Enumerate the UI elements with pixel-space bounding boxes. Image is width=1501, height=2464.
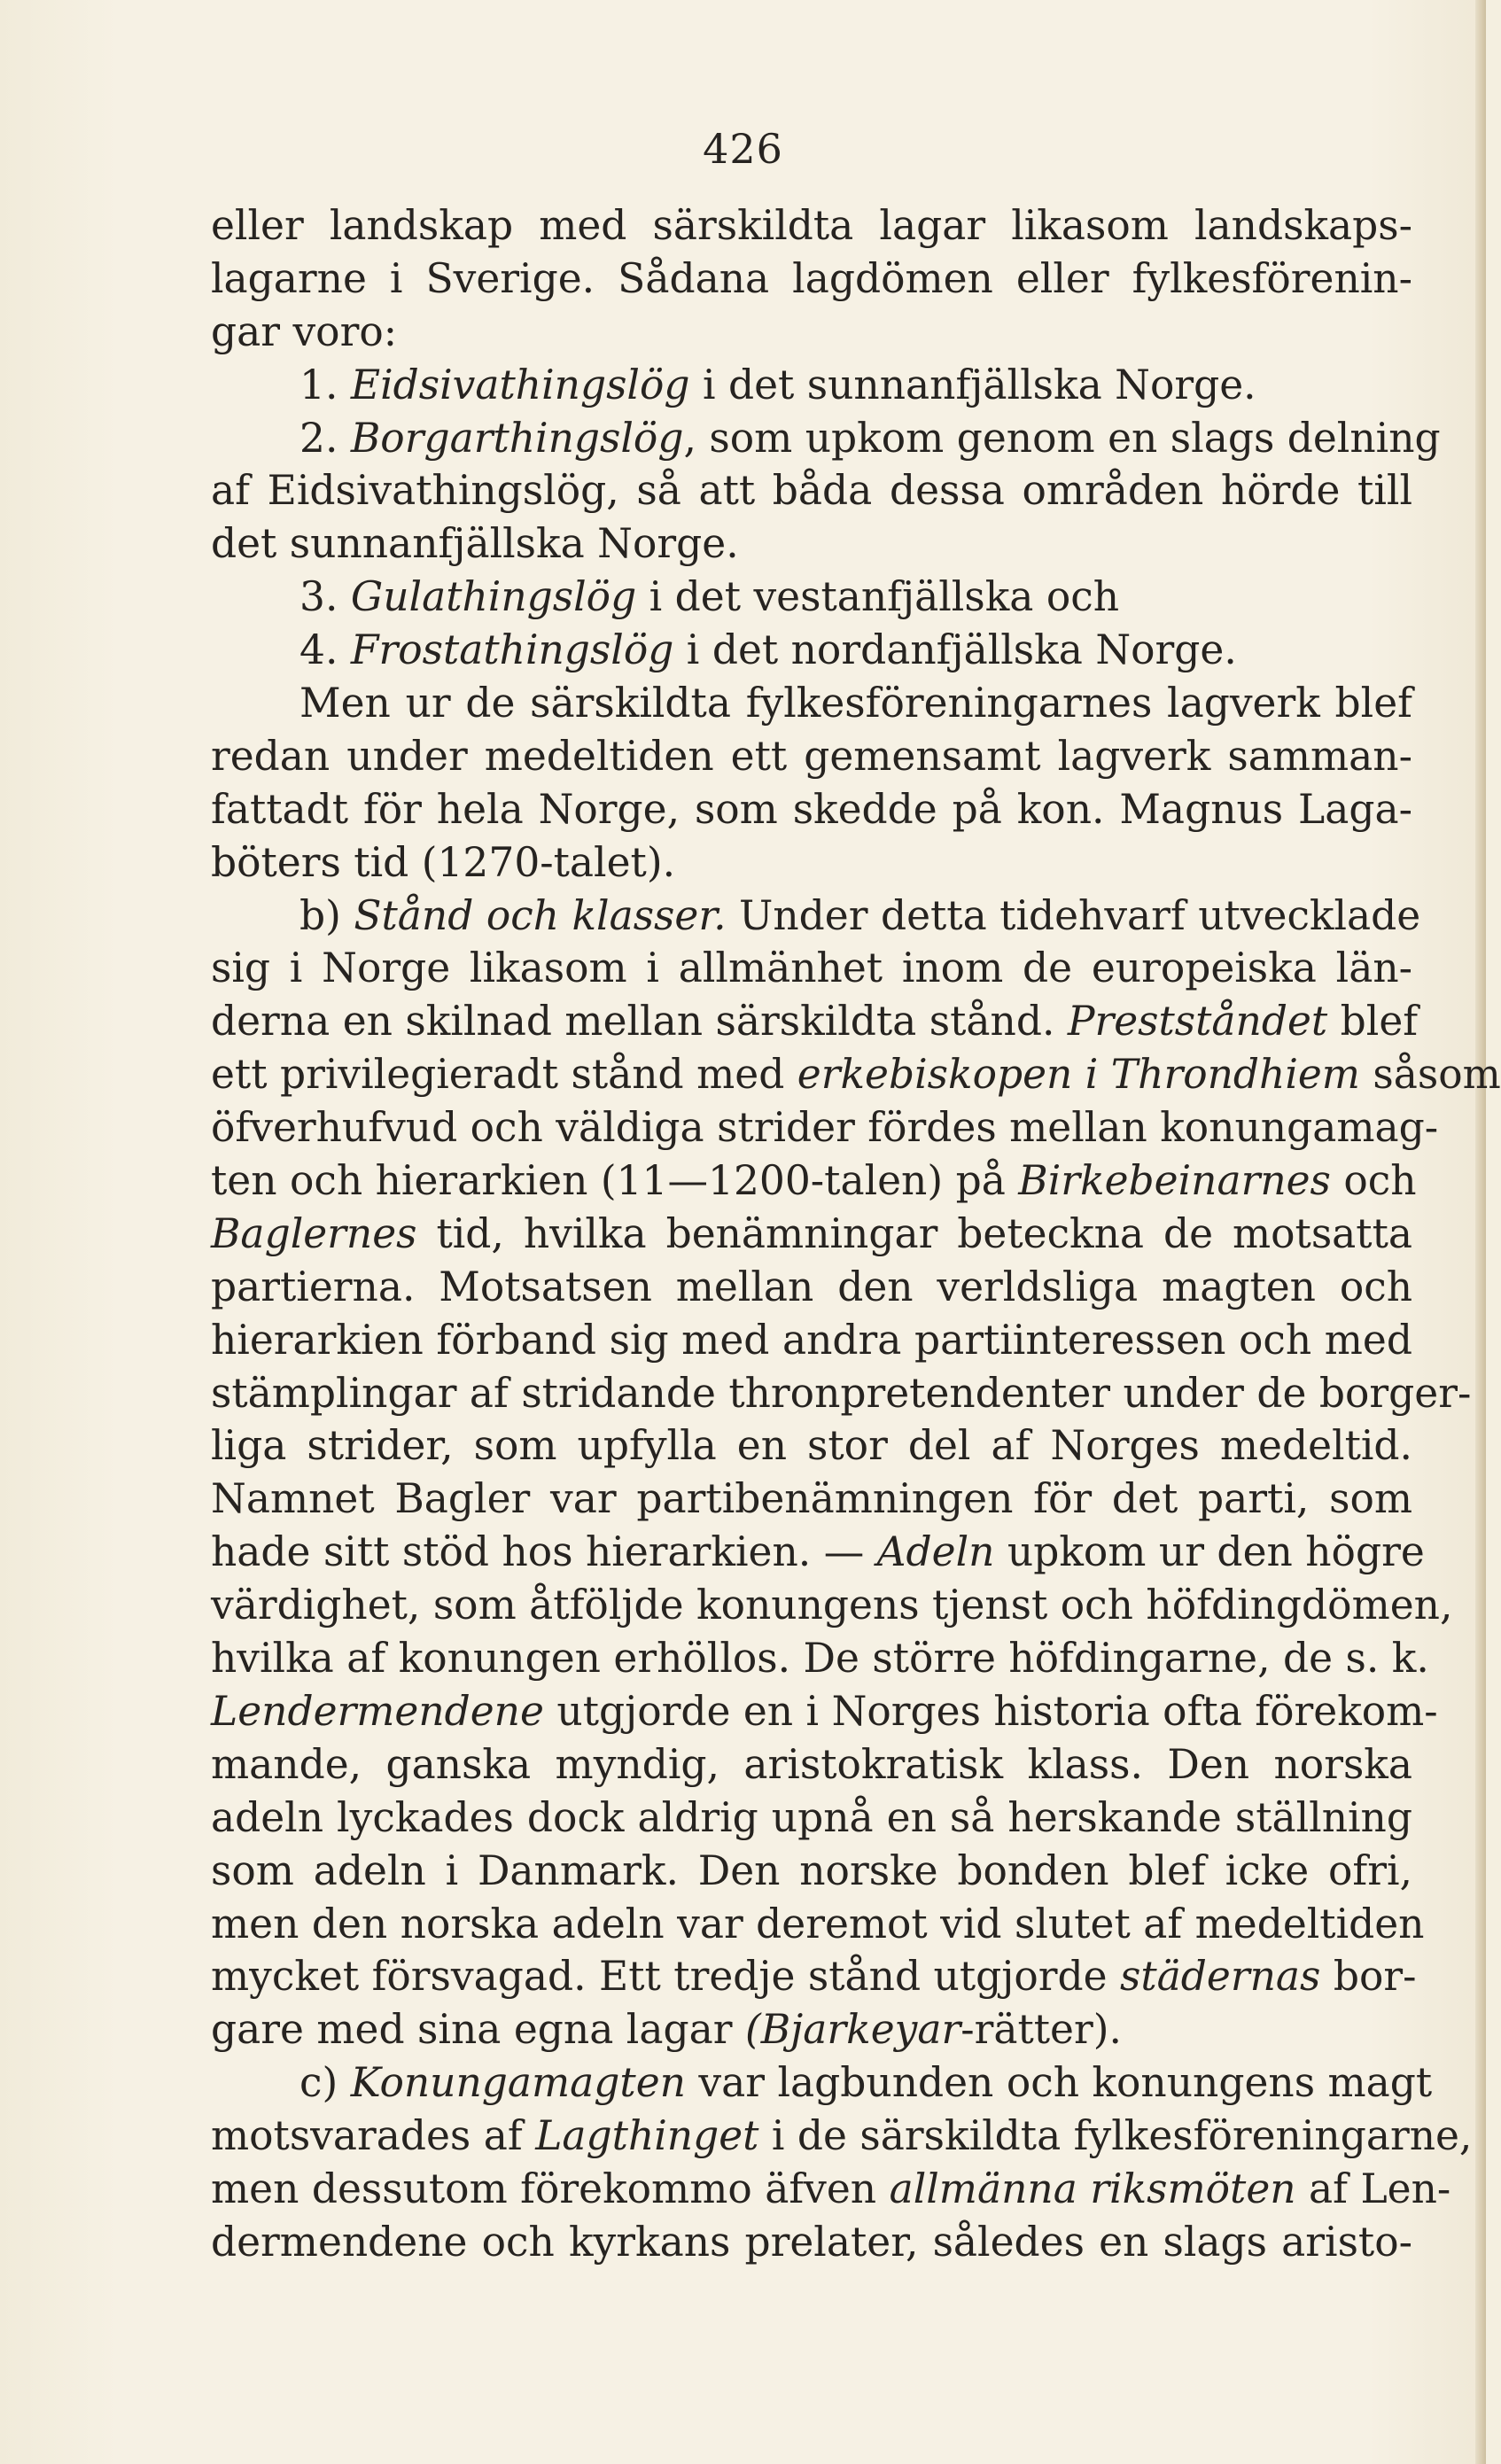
text-segment: i det nordanfjällska Norge. (673, 626, 1237, 674)
text-line (211, 1208, 1412, 1261)
text-segment: utgjorde en i Norges historia ofta förekom- (543, 1687, 1438, 1735)
text-segment: adeln lyckades dock aldrig upnå en så herskande ställning (211, 1793, 1412, 1841)
italic-text: Adeln (876, 1528, 995, 1576)
text-segment: gar voro: (211, 307, 398, 355)
text-line (211, 1473, 1412, 1526)
text-line (211, 1314, 1412, 1367)
italic-text: erkebiskopen i Throndhiem (797, 1051, 1360, 1099)
text-line (211, 1950, 1417, 2003)
text-line (211, 571, 1412, 624)
text-line (211, 2110, 1473, 2163)
text-segment: eller landskap med särskildta lagar likasom landskaps- (211, 202, 1412, 249)
text-segment: i det vestanfjällska och (636, 573, 1120, 621)
text-segment: böters tid (1270-talet). (211, 838, 676, 886)
text-segment: stämplingar af stridande thronpretendenter under de borger- (211, 1369, 1472, 1417)
text-segment: mycket försvagad. Ett tredje stånd utgjorde (211, 1953, 1121, 2001)
text-segment: Under detta tidehvarf utvecklade (726, 891, 1421, 939)
text-segment: som adeln i Danmark. Den norske bonden blef icke ofri, (211, 1846, 1412, 1894)
text-line (211, 1632, 1429, 1685)
text-line (211, 306, 1412, 359)
text-segment: 2. (299, 414, 351, 462)
text-line (211, 1367, 1472, 1420)
text-segment: ett privilegieradt stånd med (211, 1051, 797, 1099)
text-segment: af Eidsivathingslög, så att båda dessa områden hörde till (211, 467, 1412, 515)
text-segment: bor- (1320, 1953, 1417, 2001)
text-segment: i det sunnanfjällska Norge. (689, 361, 1256, 408)
text-segment: fattadt för hela Norge, som skedde på kon. Magnus Laga- (211, 785, 1412, 833)
text-line (211, 1419, 1412, 1473)
italic-text: Frostathingslög (350, 626, 674, 674)
text-line (211, 1579, 1453, 1632)
text-segment: sig i Norge likasom i allmänhet inom de europeiska län- (211, 944, 1412, 992)
italic-text: Borgarthingslög (350, 414, 684, 462)
italic-text: Gulathingslög (350, 573, 637, 621)
text-segment: dermendene och kyrkans prelater, således en slags aristo- (211, 2218, 1412, 2266)
text-segment: öfverhufvud och väldiga strider fördes mellan konungamag- (211, 1104, 1439, 1152)
text-line (211, 2056, 1433, 2110)
text-line (211, 253, 1412, 306)
text-segment: Men ur de särskildta fylkesföreningarnes lagverk blef (299, 680, 1412, 727)
text-line (211, 677, 1412, 730)
text-segment: tid, hvilka benämningar beteckna de motsatta (416, 1209, 1412, 1257)
text-line (211, 1048, 1501, 1101)
text-segment: hvilka af konungen erhöllos. De större höfdingarne, de s. k. (211, 1635, 1429, 1683)
text-segment: derna en skilnad mellan särskildta stånd. (211, 998, 1068, 1045)
italic-text: Konungamagten (350, 2059, 686, 2107)
italic-text: Eidsivathingslög (350, 361, 690, 408)
text-segment: redan under medeltiden ett gemensamt lagverk samman- (211, 732, 1412, 780)
text-line (211, 730, 1412, 783)
body-text (211, 199, 1501, 2269)
italic-text: allmänna riksmöten (889, 2165, 1296, 2212)
italic-text: Birkebeinarnes (1018, 1157, 1331, 1205)
text-segment: mande, ganska myndig, aristokratisk klass. Den norska (211, 1740, 1412, 1788)
text-segment: af Len- (1295, 2165, 1451, 2212)
page-edge (1475, 0, 1486, 2464)
text-line (211, 412, 1441, 465)
text-segment: men dessutom förekommo äfven (211, 2165, 890, 2212)
text-segment: 1. (299, 361, 351, 408)
text-segment: såsom (1359, 1051, 1501, 1099)
text-segment: b) (299, 891, 354, 939)
text-line (211, 2003, 1412, 2056)
text-line (211, 359, 1412, 412)
text-line (211, 1526, 1425, 1579)
text-line (211, 1792, 1412, 1845)
text-segment: liga strider, som upfylla en stor del af Norges medeltid. (211, 1422, 1412, 1470)
text-line (211, 836, 1412, 890)
text-line (211, 1154, 1417, 1208)
italic-text: Lendermendene (211, 1687, 544, 1735)
text-segment: ten och hierarkien (11—1200-talen) på (211, 1157, 1019, 1205)
text-segment: gare med sina egna lagar (211, 2006, 745, 2054)
text-segment: och (1330, 1157, 1417, 1205)
text-line (211, 1261, 1412, 1314)
text-line (211, 1685, 1438, 1738)
text-segment: det sunnanfjällska Norge. (211, 520, 739, 568)
text-segment: blef (1327, 998, 1419, 1045)
italic-text: Baglernes (211, 1209, 417, 1257)
text-line (211, 1738, 1412, 1792)
text-segment: upkom ur den högre (994, 1528, 1425, 1576)
italic-text: städernas (1120, 1953, 1321, 2001)
text-segment: i de särskildta fylkesföreningarne, (758, 2112, 1473, 2160)
page-number: 426 (703, 125, 783, 173)
text-line (211, 1845, 1412, 1898)
text-line (211, 199, 1412, 253)
text-segment: lagarne i Sverige. Sådana lagdömen eller fylkesförenin- (211, 254, 1412, 302)
italic-text: (Bjarkeyar (744, 2006, 961, 2054)
italic-text: Prestståndet (1067, 998, 1328, 1045)
text-segment: hade sitt stöd hos hierarkien. — (211, 1528, 877, 1576)
text-segment: 4. (299, 626, 351, 674)
text-segment: värdighet, som åtföljde konungens tjenst och höfdingdömen, (211, 1582, 1453, 1629)
text-segment: c) (299, 2059, 351, 2107)
text-segment: men den norska adeln var deremot vid slutet af medeltiden (211, 1900, 1425, 1947)
italic-text: Stånd och klasser. (354, 891, 727, 939)
text-line (211, 517, 1412, 571)
text-line (211, 1898, 1425, 1951)
text-segment: , som upkom genom en slags delning (683, 414, 1441, 462)
text-line (211, 464, 1412, 517)
text-segment: hierarkien förband sig med andra partiinteressen och med (211, 1316, 1412, 1364)
text-line (211, 2163, 1451, 2216)
text-segment: 3. (299, 573, 351, 621)
text-line (211, 624, 1412, 677)
text-segment: -rätter). (960, 2006, 1122, 2054)
text-line (211, 890, 1421, 943)
text-segment: motsvarades af (211, 2112, 536, 2160)
text-segment: var lagbunden och konungens magt (685, 2059, 1433, 2107)
text-line (211, 1101, 1439, 1154)
text-line (211, 995, 1419, 1048)
text-line (211, 942, 1412, 995)
text-segment: partierna. Motsatsen mellan den verldsliga magten och (211, 1263, 1412, 1310)
text-segment: Namnet Bagler var partibenämningen för det parti, som (211, 1475, 1412, 1523)
italic-text: Lagthinget (535, 2112, 759, 2160)
text-line (211, 783, 1412, 836)
text-line (211, 2216, 1412, 2269)
